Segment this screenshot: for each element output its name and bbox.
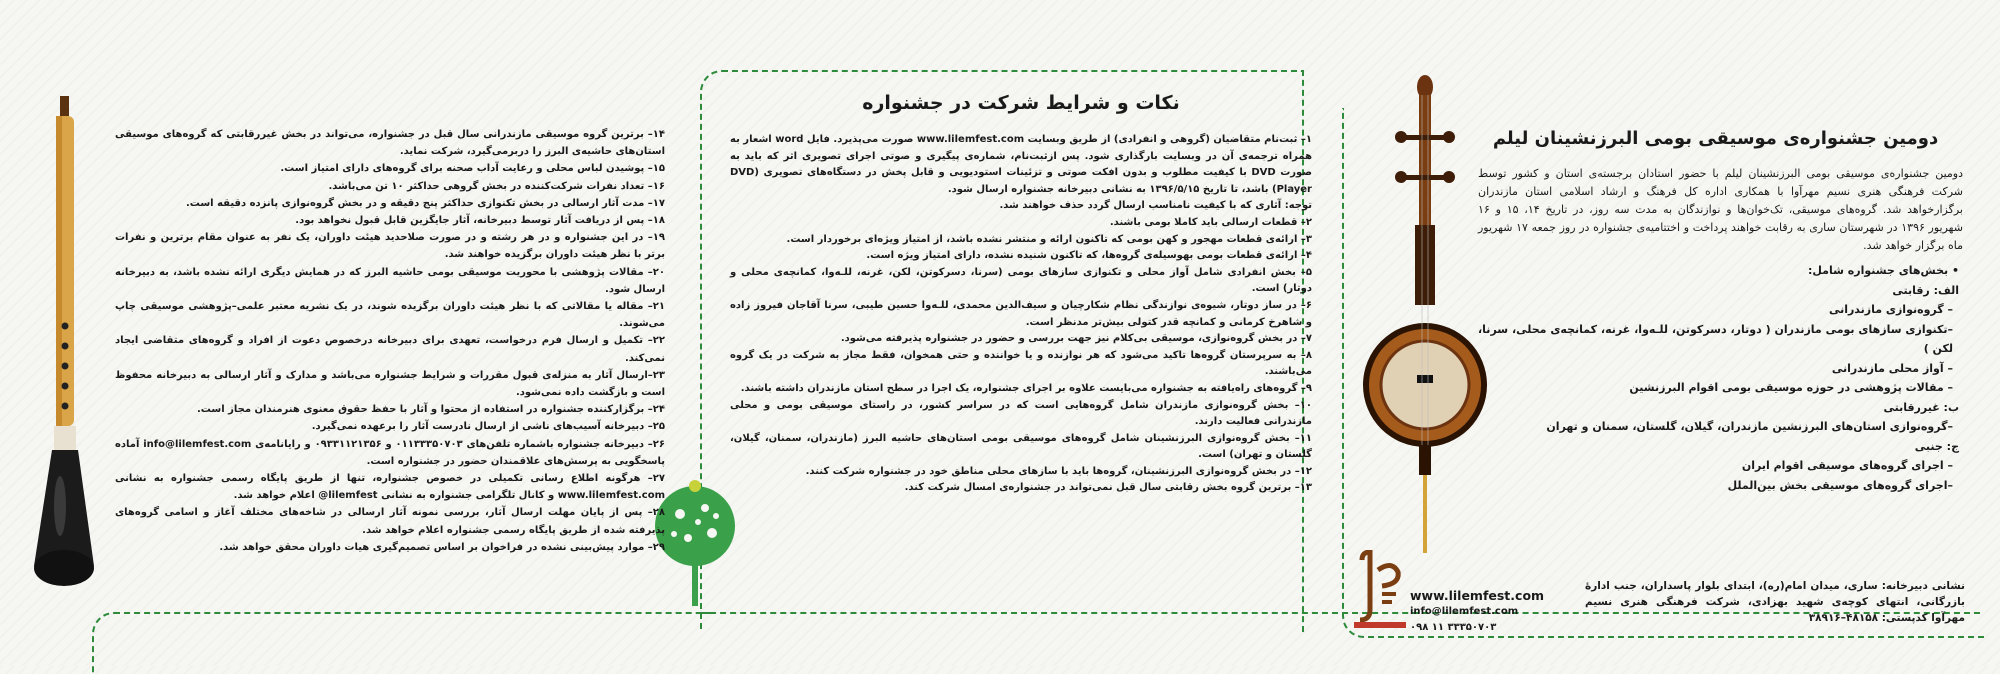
condition-item: ۲۵– دبیرخانه آسیب‌های ناشی از ارسال نادرست آثار را برعهده نمی‌گیرد. bbox=[311, 421, 665, 433]
festival-sections-list bbox=[1478, 261, 1963, 495]
conditions-list bbox=[730, 132, 1312, 497]
secretariat-address bbox=[1585, 578, 1965, 626]
email-link[interactable]: info@lilemfest.com bbox=[1410, 606, 1519, 617]
festival-intro-panel bbox=[1478, 128, 1963, 495]
condition-item: توجه: آثاری که با کیفیت نامناسب ارسال گردد حذف خواهند شد. bbox=[999, 200, 1312, 212]
condition-item: ۴– ارائه‌ی قطعات بومی بهوسیله‌ی گروه‌ها، که تاکنون شنیده نشده، دارای امتیاز ویژه است. bbox=[866, 250, 1312, 262]
condition-item: ۱۶– تعداد نفرات شرکت‌کننده در بخش گروهی حداکثر ۱۰ تن می‌باشد. bbox=[328, 180, 665, 192]
phone-number: ۰۹۸ ۱۱ ۳۳۳۵۰۷۰۳ bbox=[1410, 622, 1497, 633]
condition-item: ۱۸– پس از دریافت آثار توسط دبیرخانه، آثار جایگزین قابل قبول نخواهد بود. bbox=[295, 215, 665, 227]
condition-item: ۱۴– برترین گروه موسیقی مازندرانی سال قبل در جشنواره، می‌تواند در بخش غیررقابتی که گروه‌های موسیقی استان‌های حاشیه‌ی البرز را دربرمی‌گیرد، شرکت نماید. bbox=[115, 129, 665, 158]
condition-item: ۱– ثبت‌نام متقاضیان (گروهی و انفرادی) از طریق وبسایت www.lilemfest.com صورت می‌پذیرد. فایل word اشعار به همراه ترجمه‌ی آن در وبسایت بارگذاری شود. پس ازثبت‌نام، شماره‌ی پیگیری و صوتی اجرای تصویری اثر که باید به صورت DVD با کیفیت مطلوب و بدون افکت صوتی و تزئینات استودیویی و قابل پخش در دستگاه‌های تصویری (DVD Player) باشد، تا تاریخ ۱۳۹۶/۵/۱۵ به نشانی دبیرخانه جشنواره ارسال شود. bbox=[730, 134, 1312, 195]
festival-section-line: – گروه‌نوازی مازندرانی bbox=[1828, 303, 1953, 316]
condition-item: ۲۴– برگزارکننده جشنواره در استفاده از محتوا و آثار با حفظ حقوق معنوی هنرمندان مجاز است. bbox=[196, 404, 665, 416]
condition-item: ۱۵– پوشیدن لباس محلی و رعایت آداب صحنه برای گروه‌های دارای امتیاز است. bbox=[280, 163, 665, 175]
festival-section-line: • بخش‌های جشنواره شامل: bbox=[1807, 264, 1959, 277]
condition-item: ۱۷– مدت آثار ارسالی در بخش تکنوازی حداکثر پنج دقیقه و در بخش گروه‌نوازی پانزده دقیقه است. bbox=[185, 197, 665, 209]
conditions-continued-panel bbox=[115, 126, 665, 556]
festival-section-line: –تکنوازی سازهای بومی مازندران ( دوتار، دسرکوتن، للـه‌وا، غرنه، کمانچه‌ی محلی، سرنا، لکن ) bbox=[1478, 322, 1953, 355]
condition-item: ۱۳– برترین گروه بخش رقابتی سال قبل نمی‌تواند در جشنواره‌ی امسال شرکت کند. bbox=[904, 482, 1312, 494]
condition-item: ۱۱– بخش گروه‌نوازی البرزنشینان شامل گروه‌های موسیقی بومی استان‌های حاشیه البرز (مازندران، سمنان، گیلان، گلستان و تهران) است. bbox=[730, 432, 1312, 461]
address-text: ساری، میدان امام(ره)، ابتدای بلوار پاسداران، جنب ادارهٔ بازرگانی، انتهای کوچه‌ی شهید بهزادی، شرکت فرهنگی هنری نسیم مهرآوا کدپستی: ۴۸۱۵۸–۳۸۹۱۶ bbox=[1585, 580, 1965, 624]
condition-item: ۱۹– در این جشنواره و در هر رشته و در صورت صلاحدید هیئت داوران، یک نفر به عنوان مقام برترین و نفرات برتر با نظر هیئت داوران برگزیده خواهند شد. bbox=[115, 232, 665, 261]
condition-item: ۱۰– بخش گروه‌نوازی مازندران شامل گروه‌هایی است که در سراسر کشور، در راستای موسیقی بومی و محلی مازندرانی فعالیت دارند. bbox=[730, 399, 1312, 428]
condition-item: ۸– به سرپرستان گروه‌ها تاکید می‌شود که هر نوازنده و یا خواننده و حتی همخوان، فقط مجاز به شرکت در یک گروه می‌باشند. bbox=[730, 349, 1312, 378]
condition-item: ۷– در بخش گروه‌نوازی، موسیقی بی‌کلام نیز جهت بررسی و حضور در جشنواره پذیرفته می‌شود. bbox=[840, 333, 1312, 345]
festival-section-line: – اجرای گروه‌های موسیقی اقوام ایران bbox=[1741, 459, 1953, 472]
condition-item: ۲۳–ارسال آثار به منزله‌ی قبول مقررات و شرایط جشنواره می‌باشد و مدارک و آثار ارسالی به دبیرخانه محفوظ است و بازگشت داده نمی‌شود. bbox=[115, 369, 665, 399]
conditions-title: نکات و شرایط شرکت در جشنواره bbox=[862, 92, 1180, 114]
kamancheh-instrument-illustration bbox=[1355, 75, 1495, 555]
condition-item: ۲۹– موارد پیش‌بینی نشده در فراخوان بر اساس تصمیم‌گیری هیات داوران محقق خواهد شد. bbox=[219, 541, 665, 553]
condition-item: ۵– بخش انفرادی شامل آواز محلی و تکنوازی سازهای بومی (سرنا، دسرکوتن، لکن، غرنه، للـه‌وا، کمانچه‌ی محلی و دوتار) است. bbox=[730, 266, 1312, 295]
condition-item: ۱۲– در بخش گروه‌نوازی البرزنشینان، گروه‌ها باید با سازهای محلی مناطق خود در جشنواره شرکت کنند. bbox=[805, 465, 1312, 477]
condition-item: ۹– گروه‌های راه‌یافته به جشنواره می‌بایست علاوه بر اجرای جشنواره، یک اجرا در سطح استان مازندران داشته باشند. bbox=[740, 382, 1312, 394]
condition-item: ۲۱– مقاله یا مقالاتی که با نظر هیئت داوران برگزیده شوند، در یک نشریه معتبر علمی–پژوهشی موسیقی چاپ می‌شوند. bbox=[115, 301, 665, 330]
conditions-panel bbox=[730, 92, 1312, 497]
condition-item: ۶– در ساز دوتار، شیوه‌ی نوازندگی نظام شکارچیان و سیف‌الدین محمدی، للـه‌وا حسین طیبی، سرنا آقاجان فیروز زاده و شاهرخ کرمانی و کمانچه قدر کتولی بیش‌تر مدنظر است. bbox=[730, 299, 1312, 328]
condition-item: ۲۰– مقالات پژوهشی با محوریت موسیقی بومی حاشیه البرز که در همایش دیگری ارائه نشده باشد، به دبیرخانه ارسال شود. bbox=[115, 266, 665, 295]
website-link[interactable]: www.lilemfest.com bbox=[1410, 588, 1545, 603]
bottom-left-frame bbox=[92, 612, 714, 674]
sorna-instrument-illustration bbox=[30, 96, 120, 616]
festival-intro-text: دومین جشنواره‌ی موسیقی بومی البرزنشینان لیلم با حضور استادان برجسته‌ی استان و کشور توسط شرکت فرهنگی هنری نسیم مهرآوا با همکاری اداره کل فرهنگ و ارشاد اسلامی استان مازندران برگزارخواهد شد. گروه‌های موسیقی، تک‌خوان‌ها و نوازندگان به مدت سه روز، در تاریخ ۱۴، ۱۵ و ۱۶ شهریور ۱۳۹۶ در شهرستان ساری به رقابت خواهند پرداخت و اختتامیه‌ی جشنواره در روز جمعه ۱۷ شهریور ماه برگزار خواهد شد. bbox=[1478, 167, 1963, 252]
condition-item: ۲۲– تکمیل و ارسال فرم درخواست، تعهدی برای دبیرخانه درخصوص دعوت از افراد و گروه‌های متقاضی ایجاد نمی‌کند. bbox=[115, 335, 665, 364]
address-label: نشانی دبیرخانه: bbox=[1881, 580, 1965, 592]
contact-block bbox=[1410, 588, 1544, 636]
mehrava-logo bbox=[1352, 550, 1408, 630]
festival-section-line: – مقالات پژوهشی در حوزه موسیقی بومی اقوام البرزنشین bbox=[1629, 381, 1953, 394]
condition-item: ۲– قطعات ارسالی باید کاملا بومی باشند. bbox=[1109, 216, 1312, 228]
festival-section-line: –گروه‌نوازی استان‌های البرزنشین مازندران، گیلان، گلستان، سمنان و تهران bbox=[1546, 420, 1953, 433]
festival-section-line: –اجرای گروه‌های موسیقی بخش بین‌الملل bbox=[1727, 478, 1953, 492]
condition-item: ۲۶– دبیرخانه جشنواره باشماره تلفن‌های ۰۱۱۳۳۳۵۰۷۰۳ و ۰۹۳۳۱۱۲۱۳۵۶ و رایانامه‌ی info@lilemfest.com آماده پاسخگویی به پرسش‌های علاقمندان حضور در جشنواره است. bbox=[115, 438, 665, 467]
festival-section-line: ج: جنبی bbox=[1914, 439, 1959, 453]
festival-title: دومین جشنواره‌ی موسیقی بومی البرزنشینان لیلم bbox=[1492, 128, 1939, 149]
condition-item: ۳– ارائه‌ی قطعات مهجور و کهن بومی که تاکنون ارائه و منتشر نشده باشد، از امتیاز ویژه‌ای برخوردار است. bbox=[786, 233, 1312, 245]
festival-section-line: – آواز محلی مازندرانی bbox=[1831, 361, 1953, 375]
festival-section-line: الف: رقابتی bbox=[1892, 283, 1959, 297]
festival-section-line: ب: غیررقابتی bbox=[1883, 400, 1959, 414]
conditions-continued-list bbox=[115, 126, 665, 556]
condition-item: ۲۷– هرگونه اطلاع رسانی تکمیلی در خصوص جشنواره، تنها از طریق پایگاه رسمی جشنواره به نشانی www.lilemfest.com و کانال تلگرامی جشنواره به نشانی lilemfest@ اعلام خواهد شد. bbox=[115, 473, 665, 502]
condition-item: ۲۸– پس از پایان مهلت ارسال آثار، بررسی نمونه آثار ارسالی در شاخه‌های مختلف آغاز و اسامی گروه‌های پذیرفته شده از طریق پایگاه رسمی جشنواره اعلام خواهد شد. bbox=[115, 507, 665, 536]
